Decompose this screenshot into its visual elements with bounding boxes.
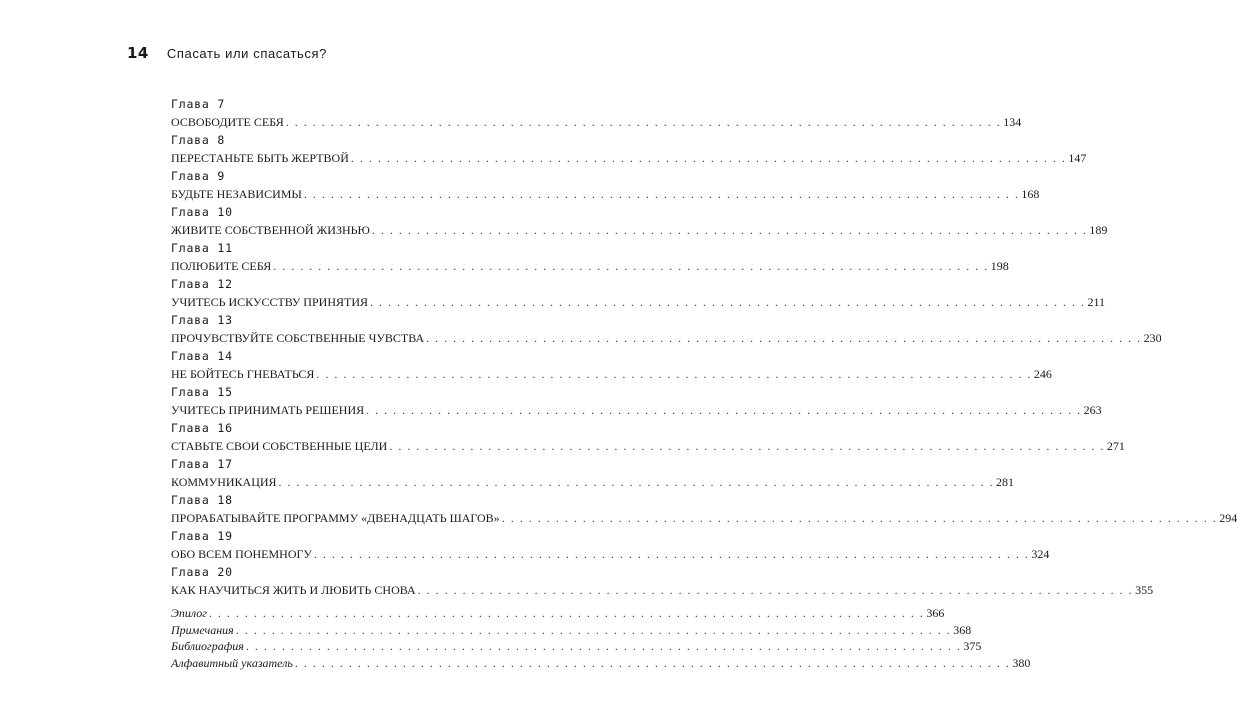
chapter-entry <box>171 169 1040 205</box>
entry-title: ПОЛЮБИТЕ СЕБЯ <box>171 259 272 273</box>
chapter-entry <box>171 565 1154 601</box>
dot-leader: . . . . . . . . . . . . . . . . . . . . . . . . . . . . . . . . . . . . . . . . . . . . . . . . . . . . . . . . . . . . . . . . . . . . . . . . . . . . . . . . <box>417 583 1134 597</box>
page-number: 14 <box>127 44 149 62</box>
dot-leader: . . . . . . . . . . . . . . . . . . . . . . . . . . . . . . . . . . . . . . . . . . . . . . . . . . . . . . . . . . . . . . . . . . . . . . . . . . . . . . . . <box>426 331 1142 345</box>
entry-title: КАК НАУЧИТЬСЯ ЖИТЬ И ЛЮБИТЬ СНОВА <box>171 583 416 597</box>
entry-page-number: 134 <box>1003 115 1022 129</box>
entry-title: Эпилог <box>171 606 207 620</box>
toc-entry-row <box>171 582 1154 600</box>
chapter-entry <box>171 277 1106 313</box>
dot-leader: . . . . . . . . . . . . . . . . . . . . . . . . . . . . . . . . . . . . . . . . . . . . . . . . . . . . . . . . . . . . . . . . . . . . . . . . . . . . . . . . <box>294 655 1011 670</box>
toc-entry-row <box>171 186 1040 204</box>
entry-page-number: 271 <box>1106 439 1125 453</box>
toc-entry-row <box>171 638 982 655</box>
chapter-label: Глава 17 <box>171 457 233 471</box>
dot-leader: . . . . . . . . . . . . . . . . . . . . . . . . . . . . . . . . . . . . . . . . . . . . . . . . . . . . . . . . . . . . . . . . . . . . . . . . . . . . . . . . <box>366 403 1082 417</box>
entry-title: Примечания <box>171 622 234 637</box>
entry-title: ОСВОБОДИТЕ СЕБЯ <box>171 115 284 129</box>
chapter-label: Глава 11 <box>171 241 233 255</box>
toc-entry-row <box>171 510 1237 528</box>
entry-title: УЧИТЕСЬ ИСКУССТВУ ПРИНЯТИЯ <box>171 295 368 309</box>
chapter-entry <box>171 529 1050 565</box>
entry-page-number: 147 <box>1068 151 1087 165</box>
dot-leader: . . . . . . . . . . . . . . . . . . . . . . . . . . . . . . . . . . . . . . . . . . . . . . . . . . . . . . . . . . . . . . . . . . . . . . . . . . . . . . . . <box>389 439 1105 453</box>
chapter-label: Глава 9 <box>171 169 226 183</box>
entry-title: ОБО ВСЕМ ПОНЕМНОГУ <box>171 547 312 561</box>
entry-page-number: 324 <box>1031 547 1050 561</box>
dot-leader: . . . . . . . . . . . . . . . . . . . . . . . . . . . . . . . . . . . . . . . . . . . . . . . . . . . . . . . . . . . . . . . . . . . . . . . . . . . . . . . . <box>303 187 1020 201</box>
entry-page-number: 281 <box>996 475 1015 489</box>
entry-title: СТАВЬТЕ СВОИ СОБСТВЕННЫЕ ЦЕЛИ <box>171 439 388 453</box>
page-header <box>127 44 327 62</box>
entry-title: БУДЬТЕ НЕЗАВИСИМЫ <box>171 187 302 201</box>
chapter-label: Глава 20 <box>171 565 233 579</box>
toc-entry-row <box>171 330 1162 348</box>
chapter-entry <box>171 385 1102 421</box>
entry-page-number: 368 <box>953 622 972 637</box>
dot-leader: . . . . . . . . . . . . . . . . . . . . . . . . . . . . . . . . . . . . . . . . . . . . . . . . . . . . . . . . . . . . . . . . . . . . . . . . . . . . . . . . <box>273 259 989 273</box>
entry-page-number: 375 <box>963 639 982 653</box>
dot-leader: . . . . . . . . . . . . . . . . . . . . . . . . . . . . . . . . . . . . . . . . . . . . . . . . . . . . . . . . . . . . . . . . . . . . . . . . . . . . . . . . <box>501 511 1218 525</box>
running-title: Спасать или спасаться? <box>166 46 327 61</box>
toc-entry-row <box>171 438 1125 456</box>
chapter-entry <box>171 421 1125 457</box>
chapter-entry <box>171 457 1015 493</box>
chapter-label: Глава 8 <box>171 133 226 147</box>
toc-entry-row <box>171 150 1087 168</box>
dot-leader: . . . . . . . . . . . . . . . . . . . . . . . . . . . . . . . . . . . . . . . . . . . . . . . . . . . . . . . . . . . . . . . . . . . . . . . . . . . . . . . . <box>316 367 1032 381</box>
chapter-entry <box>171 205 1108 241</box>
dot-leader: . . . . . . . . . . . . . . . . . . . . . . . . . . . . . . . . . . . . . . . . . . . . . . . . . . . . . . . . . . . . . . . . . . . . . . . . . . . . . . . . <box>245 639 962 653</box>
chapter-label: Глава 14 <box>171 349 233 363</box>
toc-entry-row <box>171 655 1031 672</box>
entry-title: КОММУНИКАЦИЯ <box>171 475 277 489</box>
chapter-entry <box>171 241 1009 277</box>
toc-entry-row <box>171 222 1108 240</box>
entry-page-number: 294 <box>1219 511 1237 525</box>
entry-title: НЕ БОЙТЕСЬ ГНЕВАТЬСЯ <box>171 367 315 381</box>
toc-entry-row <box>171 622 972 639</box>
toc-entry-row <box>171 294 1106 312</box>
entry-page-number: 263 <box>1083 403 1102 417</box>
entry-title: Алфавитный указатель <box>171 655 293 670</box>
entry-page-number: 211 <box>1087 295 1106 309</box>
toc-entry-row <box>171 546 1050 564</box>
entry-page-number: 189 <box>1089 223 1108 237</box>
dot-leader: . . . . . . . . . . . . . . . . . . . . . . . . . . . . . . . . . . . . . . . . . . . . . . . . . . . . . . . . . . . . . . . . . . . . . . . . . . . . . . . . <box>235 622 952 637</box>
chapter-label: Глава 18 <box>171 493 233 507</box>
entry-title: ПРОРАБАТЫВАЙТЕ ПРОГРАММУ «ДВЕНАДЦАТЬ ШАГОВ» <box>171 511 500 525</box>
chapter-label: Глава 19 <box>171 529 233 543</box>
dot-leader: . . . . . . . . . . . . . . . . . . . . . . . . . . . . . . . . . . . . . . . . . . . . . . . . . . . . . . . . . . . . . . . . . . . . . . . . . . . . . . . . <box>278 475 995 489</box>
entry-page-number: 168 <box>1021 187 1040 201</box>
dot-leader: . . . . . . . . . . . . . . . . . . . . . . . . . . . . . . . . . . . . . . . . . . . . . . . . . . . . . . . . . . . . . . . . . . . . . . . . . . . . . . . . <box>285 115 1002 129</box>
dot-leader: . . . . . . . . . . . . . . . . . . . . . . . . . . . . . . . . . . . . . . . . . . . . . . . . . . . . . . . . . . . . . . . . . . . . . . . . . . . . . . . . <box>370 295 1086 309</box>
entry-title: ПРОЧУВСТВУЙТЕ СОБСТВЕННЫЕ ЧУВСТВА <box>171 331 425 345</box>
dot-leader: . . . . . . . . . . . . . . . . . . . . . . . . . . . . . . . . . . . . . . . . . . . . . . . . . . . . . . . . . . . . . . . . . . . . . . . . . . . . . . . . <box>371 223 1088 237</box>
chapter-label: Глава 7 <box>171 97 226 111</box>
chapter-entry <box>171 349 1052 385</box>
chapter-list <box>171 97 1237 601</box>
chapter-entry <box>171 313 1162 349</box>
entry-page-number: 246 <box>1033 367 1052 381</box>
entry-page-number: 380 <box>1012 655 1031 670</box>
toc-entry-row <box>171 258 1009 276</box>
entry-title: ЖИВИТЕ СОБСТВЕННОЙ ЖИЗНЬЮ <box>171 223 370 237</box>
dot-leader: . . . . . . . . . . . . . . . . . . . . . . . . . . . . . . . . . . . . . . . . . . . . . . . . . . . . . . . . . . . . . . . . . . . . . . . . . . . . . . . . <box>313 547 1030 561</box>
entry-page-number: 230 <box>1143 331 1162 345</box>
entry-page-number: 198 <box>990 259 1009 273</box>
chapter-entry <box>171 133 1087 169</box>
entry-page-number: 366 <box>926 606 945 620</box>
table-of-contents <box>171 97 1237 671</box>
chapter-label: Глава 16 <box>171 421 233 435</box>
chapter-label: Глава 15 <box>171 385 233 399</box>
dot-leader: . . . . . . . . . . . . . . . . . . . . . . . . . . . . . . . . . . . . . . . . . . . . . . . . . . . . . . . . . . . . . . . . . . . . . . . . . . . . . . . . <box>208 606 925 620</box>
entry-page-number: 355 <box>1135 583 1154 597</box>
entry-title: ПЕРЕСТАНЬТЕ БЫТЬ ЖЕРТВОЙ <box>171 151 349 165</box>
toc-entry-row <box>171 605 945 622</box>
toc-entry-row <box>171 402 1102 420</box>
toc-entry-row <box>171 114 1022 132</box>
chapter-label: Глава 12 <box>171 277 233 291</box>
entry-title: Библиография <box>171 639 244 653</box>
toc-entry-row <box>171 474 1015 492</box>
toc-entry-row <box>171 366 1052 384</box>
back-matter-list <box>171 605 1031 671</box>
entry-title: УЧИТЕСЬ ПРИНИМАТЬ РЕШЕНИЯ <box>171 403 365 417</box>
dot-leader: . . . . . . . . . . . . . . . . . . . . . . . . . . . . . . . . . . . . . . . . . . . . . . . . . . . . . . . . . . . . . . . . . . . . . . . . . . . . . . . . <box>350 151 1067 165</box>
chapter-entry <box>171 493 1237 529</box>
chapter-label: Глава 13 <box>171 313 233 327</box>
chapter-entry <box>171 97 1022 133</box>
chapter-label: Глава 10 <box>171 205 233 219</box>
